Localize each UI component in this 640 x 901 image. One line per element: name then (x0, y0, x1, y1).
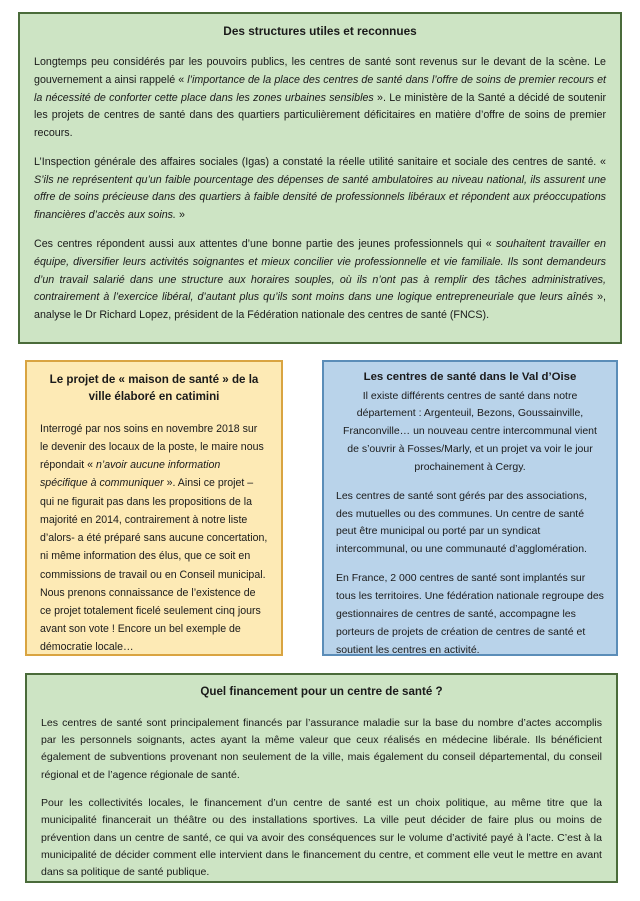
paragraph-structures-3 (34, 236, 606, 325)
article-box-quel-financement (25, 673, 618, 883)
text-run: Interrogé par nos soins en novembre 2018 sur le devenir des locaux de la poste, le maire nous répondait « (40, 422, 264, 472)
text-run: Ces centres répondent aussi aux attentes d’une bonne partie des jeunes professionnels qui « (34, 237, 496, 250)
article-box-centres-de-sante-val-doise (322, 360, 618, 656)
text-run-italic: souhaitent travailler en équipe, diversifier leurs activités soignantes et mieux concilier vie professionnelle et vie familiale. Ils sont demandeurs d’un travail salarié dans une structure aux horaires souples, où ils n’ont pas à remplir des tâches administratives, contrairement à l’exercice libéral, d’autant plus qu’ils sont moins dans une logique entrepreneuriale que leurs aînés (34, 237, 606, 304)
text-run: L’Inspection générale des affaires sociales (Igas) a constaté la réelle utilité sanitaire et sociale des centres de santé. « (34, 155, 606, 168)
article-box-des-structures-utiles-et-reconnues (18, 12, 622, 344)
paragraph-maison-1 (40, 420, 268, 657)
box-title-financement: Quel financement pour un centre de santé ? (200, 685, 443, 698)
paragraph-structures-1 (34, 54, 606, 143)
paragraph-financement-2: Pour les collectivités locales, le financement d’un centre de santé est un choix politique, au même titre que la municipalité financerait un théâtre ou des installations sportives. La ville peut décider de faire plus ou moins de prévention dans un centre de santé, ce qui va avoir des conséquences sur le volume d’activité payé à l’acte. C’est à la municipalité de décider comment elle intervient dans le financement du centre, et comment elle veut le mettre en avant dans sa politique de santé publique. (41, 796, 602, 879)
box-title-val-doise: Les centres de santé dans le Val d’Oise (363, 371, 577, 383)
box-title-structures: Des structures utiles et reconnues (223, 24, 417, 38)
text-run-italic: n’avoir aucune information spécifique à communiquer (40, 459, 221, 490)
text-run: Longtemps peu considérés par les pouvoirs publics, les centres de santé sont revenus sur le devant de la scène. Le gouvernement a ainsi rappelé « (34, 56, 606, 86)
paragraph-valdoise-2: Les centres de santé sont gérés par des associations, des mutuelles ou des communes. Un centre de santé peut être municipal ou porté par un syndicat intercommunal, ou une communauté d’agglomération. (336, 489, 587, 556)
text-run: ». Le ministère de la Santé a décidé de soutenir les projets de centres de santé dans des quartiers particulièrement déficitaires en matière d’offre de soins de premier recours. (34, 91, 606, 140)
paragraph-valdoise-1: Il existe différents centres de santé dans notre département : Argenteuil, Bezons, Goussainville, Franconville… un nouveau centre intercommunal vient de s’ouvrir à Fosses/Marly, et un projet va voir le jour prochainement à Cergy. (343, 389, 597, 473)
text-run: » (175, 209, 185, 222)
box-title-maison-de-sante: Le projet de « maison de santé » de la ville élaboré en catimini (49, 373, 259, 404)
text-run: », analyse le Dr Richard Lopez, président de la Fédération nationale des centres de santé (FNCS). (34, 291, 606, 322)
text-run: ». Ainsi ce projet – qui ne figurait pas dans les propositions de la majorité en 2014, contrairement à notre liste d’alors- a été préparé sans aucune concertation, ni même information des élus, que ce soit en commissions de travail ou en Conseil municipal. Nous prenons connaissance de l’existence de ce projet totalement ficelé seulement cinq jours avant son vote ! Encore un bel exemple de démocratie locale… (40, 477, 268, 654)
paragraph-valdoise-3: En France, 2 000 centres de santé sont implantés sur tous les territoires. Une fédération nationale regroupe des gestionnaires de centres de santé, accompagne les porteurs de projets de création de centres de santé et soutient les centres en activité. (336, 572, 604, 656)
paragraph-structures-2 (34, 154, 606, 225)
paragraph-financement-1: Les centres de santé sont principalement financés par l’assurance maladie sur la base du nombre d’actes accomplis par les personnels soignants, actes ayant la même valeur que ceux réalisés en médecine libérale. Ils bénéficient également de subventions provenant non seulement de la ville, mais également du conseil départemental, du conseil régional et de l’agence régionale de santé. (41, 716, 602, 781)
text-run-italic: l’importance de la place des centres de santé dans l’offre de soins de premier recours et la nécessité de conforter cette place dans les zones urbaines sensibles (34, 73, 606, 104)
article-box-projet-maison-de-sante (25, 360, 283, 656)
text-run-italic: S’ils ne représentent qu’un faible pourcentage des dépenses de santé ambulatoires au niveau national, ils assurent une offre de soins précieuse dans des quartiers à faible densité de professionnels libéraux et répondent aux préoccupations financières d’accès aux soins. (34, 173, 606, 222)
